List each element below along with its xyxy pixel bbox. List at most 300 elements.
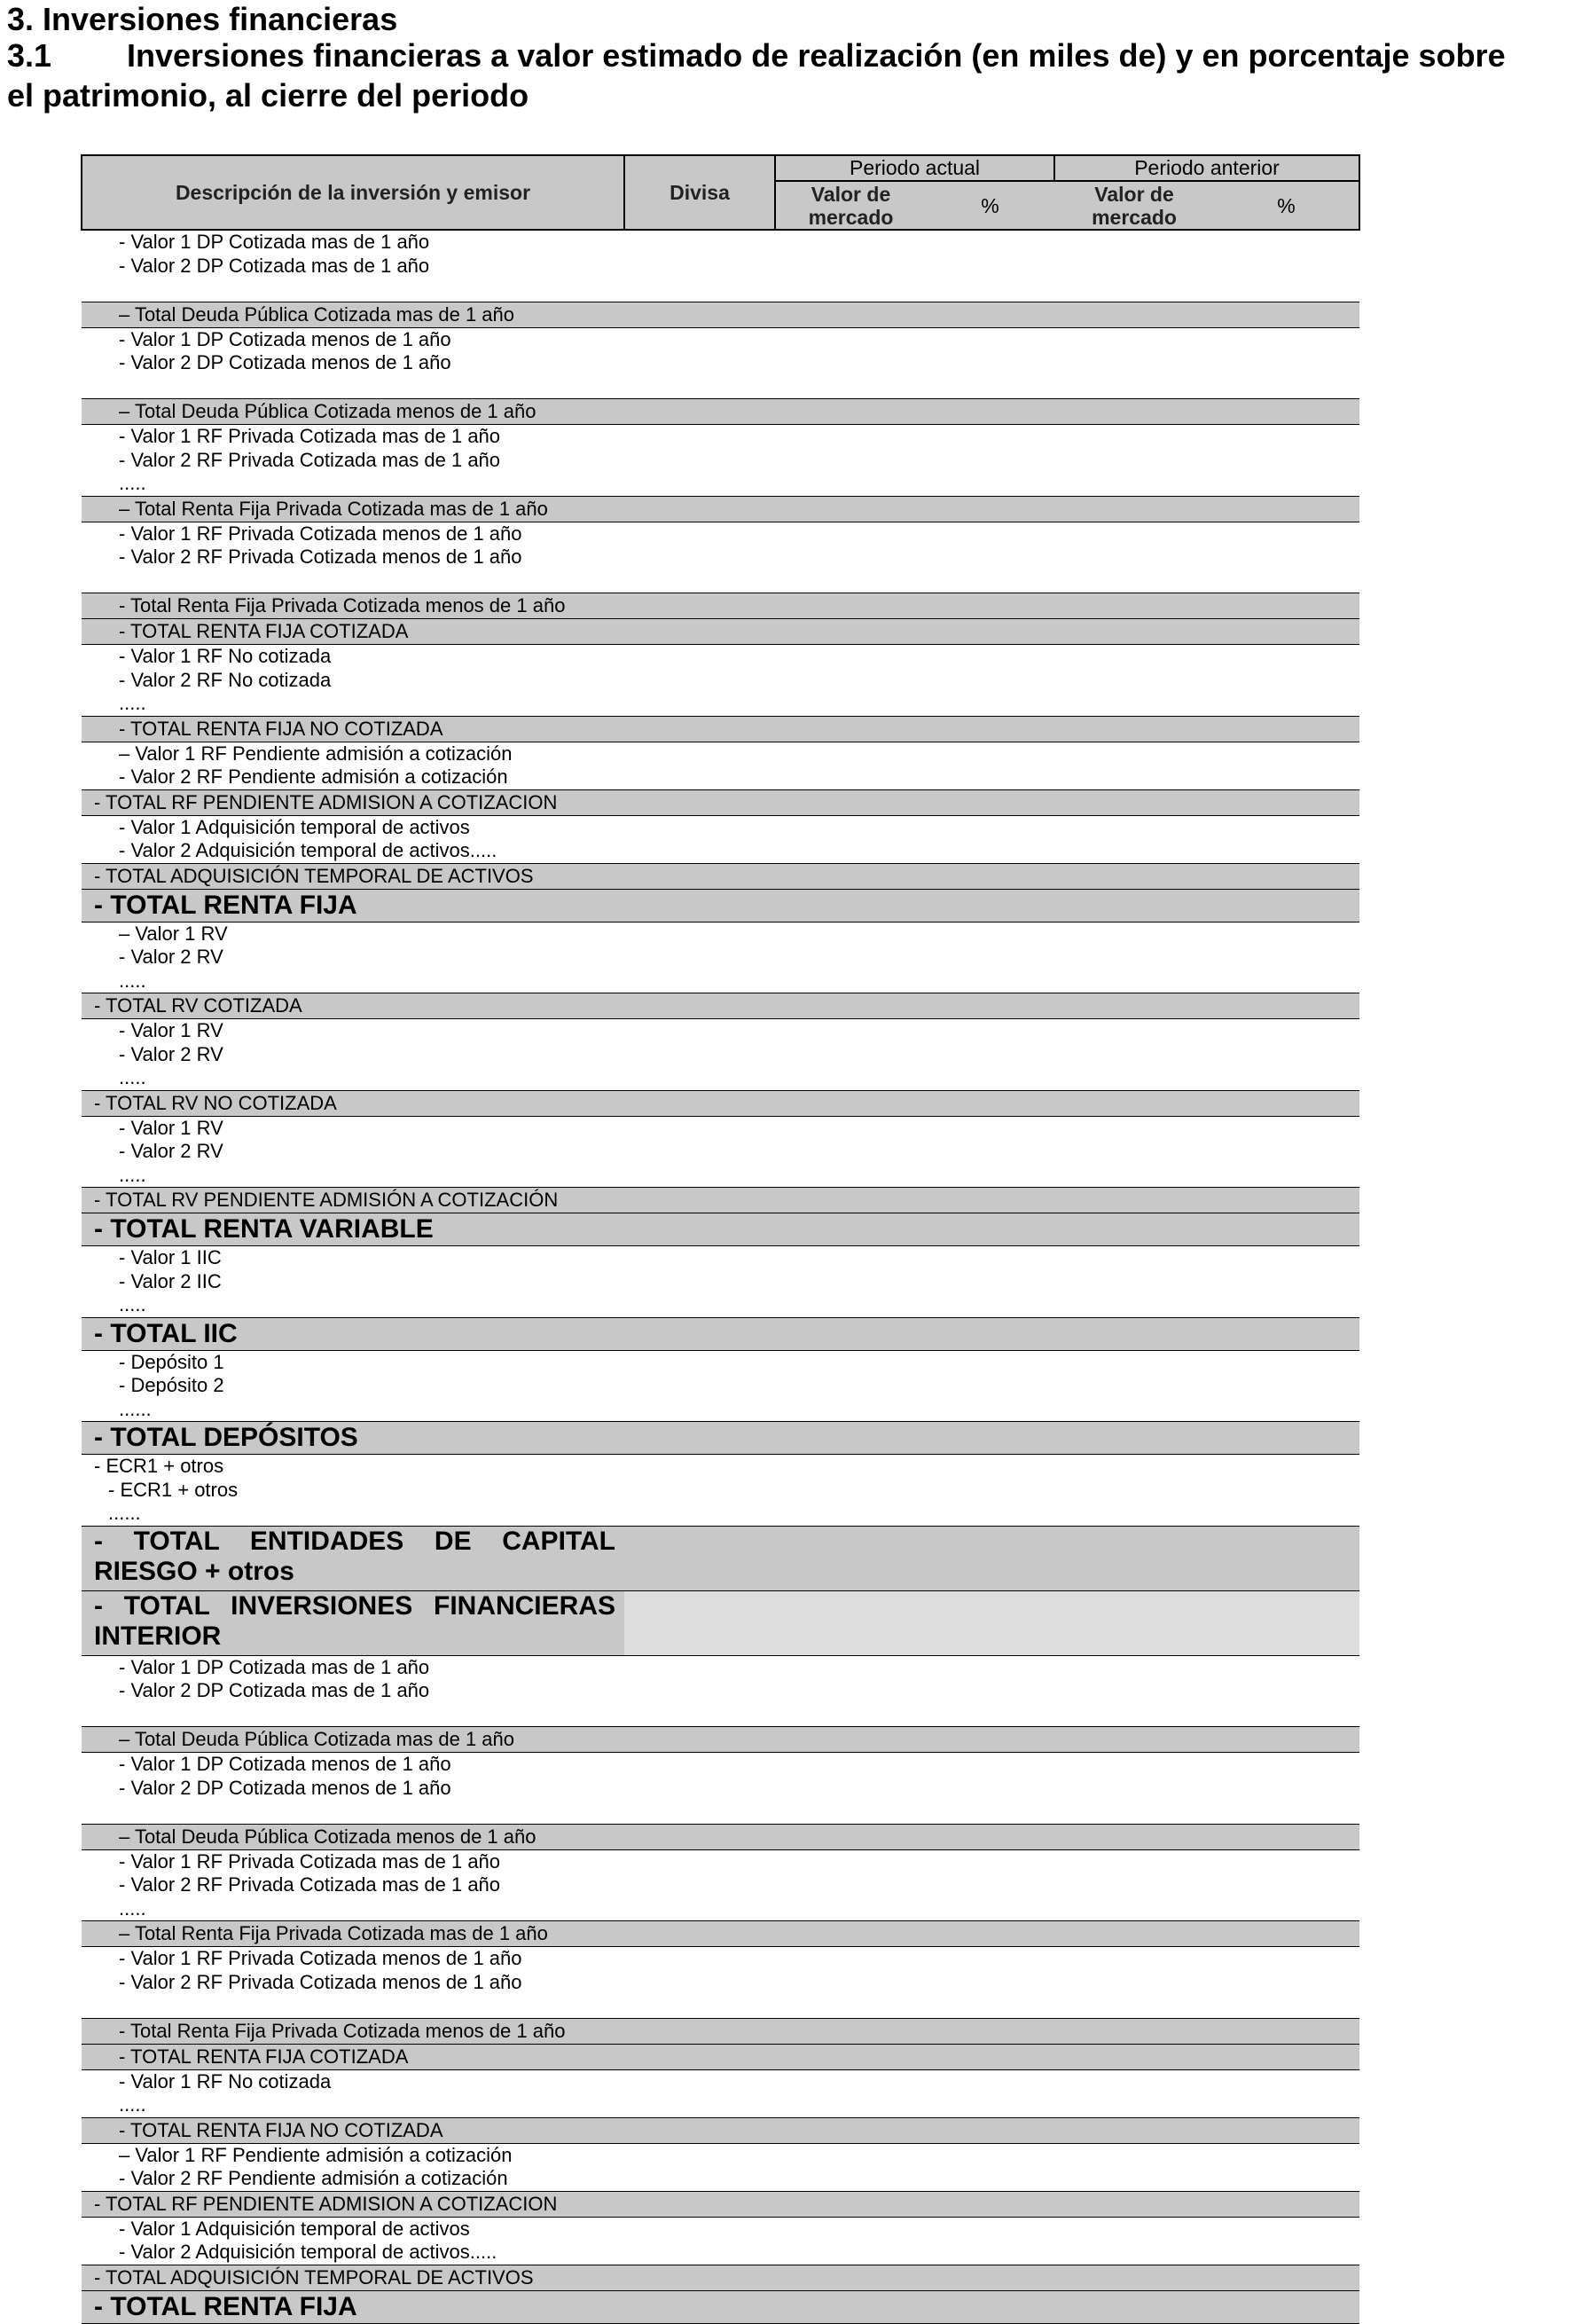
cell-percent-actual: [926, 1590, 1054, 1655]
table-row-group: [82, 815, 1359, 863]
cell-valor-anterior: [1054, 1213, 1214, 1246]
cell-percent-actual: [926, 1727, 1054, 1753]
cell-valor-anterior: [1054, 1753, 1214, 1825]
cell-valor-anterior: [1054, 645, 1214, 717]
cell-percent-anterior: [1214, 1590, 1359, 1655]
table-row-total: [82, 1921, 1359, 1947]
total-label: - TOTAL IIC: [82, 1317, 624, 1350]
cell-percent-anterior: [1214, 1849, 1359, 1921]
cell-percent-actual: [926, 327, 1054, 399]
cell-valor-anterior: [1054, 1188, 1214, 1213]
header-percent-actual: %: [926, 181, 1054, 230]
table-row-group: [82, 425, 1359, 497]
cell-percent-anterior: [1214, 993, 1359, 1019]
total-label: – Total Deuda Pública Cotizada mas de 1 año: [82, 302, 624, 327]
row-description: [82, 1350, 624, 1422]
cell-valor-actual: [775, 742, 926, 789]
row-description: [82, 1655, 624, 1727]
row-description: [82, 1246, 624, 1318]
row-line: .....: [119, 1293, 146, 1315]
cell-percent-anterior: [1214, 2191, 1359, 2217]
cell-divisa: [624, 1655, 775, 1727]
cell-divisa: [624, 1246, 775, 1318]
row-line: - Valor 1 Adquisición temporal de activos: [119, 815, 470, 838]
cell-valor-actual: [775, 593, 926, 619]
table-row-total: [82, 1526, 1359, 1590]
cell-percent-anterior: [1214, 522, 1359, 593]
cell-percent-actual: [926, 993, 1054, 1019]
cell-percent-anterior: [1214, 716, 1359, 742]
cell-valor-anterior: [1054, 1350, 1214, 1422]
cell-divisa: [624, 2069, 775, 2117]
cell-percent-actual: [926, 1947, 1054, 2019]
cell-valor-anterior: [1054, 496, 1214, 522]
row-description: [82, 742, 624, 789]
cell-percent-anterior: [1214, 1350, 1359, 1422]
cell-valor-anterior: [1054, 815, 1214, 863]
cell-valor-actual: [775, 645, 926, 717]
cell-valor-actual: [775, 302, 926, 327]
table-row-group: [82, 2069, 1359, 2117]
table-row-group: [82, 230, 1359, 302]
cell-percent-actual: [926, 716, 1054, 742]
table-row-total: [82, 993, 1359, 1019]
subsection-title: Inversiones financieras a valor estimado de realización (en miles de) y en porcentaje sobre: [127, 37, 1506, 74]
cell-valor-anterior: [1054, 1947, 1214, 2019]
total-label: – Total Deuda Pública Cotizada mas de 1 año: [82, 1727, 624, 1753]
cell-divisa: [624, 1947, 775, 2019]
cell-valor-actual: [775, 1849, 926, 1921]
cell-valor-actual: [775, 496, 926, 522]
table-row-total: [82, 593, 1359, 619]
row-line: - Valor 1 RF Privada Cotizada mas de 1 año: [119, 1849, 501, 1873]
cell-percent-anterior: [1214, 645, 1359, 717]
cell-valor-actual: [775, 889, 926, 922]
total-label: - TOTAL RF PENDIENTE ADMISION A COTIZACION: [82, 2191, 624, 2217]
row-line: - Valor 1 RV: [119, 1019, 223, 1041]
row-line: .....: [119, 692, 146, 714]
cell-percent-actual: [926, 1849, 1054, 1921]
cell-valor-anterior: [1054, 399, 1214, 425]
cell-valor-anterior: [1054, 993, 1214, 1019]
cell-percent-anterior: [1214, 1116, 1359, 1188]
cell-percent-actual: [926, 2117, 1054, 2143]
cell-valor-anterior: [1054, 302, 1214, 327]
table-row-group: [82, 742, 1359, 789]
cell-percent-anterior: [1214, 742, 1359, 789]
cell-percent-anterior: [1214, 425, 1359, 497]
cell-valor-anterior: [1054, 2217, 1214, 2265]
cell-valor-actual: [775, 1350, 926, 1422]
row-line: - Valor 2 RF Pendiente admisión a cotización: [119, 2167, 508, 2189]
cell-divisa: [624, 789, 775, 815]
investments-table: [81, 154, 1360, 2324]
cell-divisa: [624, 1422, 775, 1455]
cell-percent-actual: [926, 2018, 1054, 2044]
table-row-total: [82, 1727, 1359, 1753]
cell-valor-anterior: [1054, 1921, 1214, 1947]
table-row-group: [82, 2143, 1359, 2191]
cell-divisa: [624, 2191, 775, 2217]
cell-valor-actual: [775, 327, 926, 399]
cell-valor-anterior: [1054, 1246, 1214, 1318]
header-valor-mercado-actual: Valor de mercado: [775, 181, 926, 230]
cell-valor-anterior: [1054, 2143, 1214, 2191]
row-line: - Valor 2 DP Cotizada menos de 1 año: [119, 351, 451, 373]
row-line: [119, 278, 624, 302]
cell-percent-anterior: [1214, 230, 1359, 302]
cell-valor-actual: [775, 1455, 926, 1527]
cell-valor-actual: [775, 522, 926, 593]
total-label: - TOTAL RENTA VARIABLE: [82, 1213, 624, 1246]
cell-percent-anterior: [1214, 1090, 1359, 1116]
table-row-group: [82, 1350, 1359, 1422]
cell-divisa: [624, 815, 775, 863]
header-periodo-actual: Periodo actual: [775, 155, 1054, 181]
cell-percent-anterior: [1214, 2265, 1359, 2290]
cell-divisa: [624, 2044, 775, 2069]
cell-valor-actual: [775, 789, 926, 815]
cell-percent-anterior: [1214, 1213, 1359, 1246]
cell-valor-actual: [775, 2143, 926, 2191]
cell-divisa: [624, 863, 775, 889]
cell-percent-actual: [926, 789, 1054, 815]
cell-percent-actual: [926, 1188, 1054, 1213]
header-divisa: Divisa: [624, 155, 775, 230]
row-line: - Valor 1 IIC: [119, 1246, 222, 1268]
cell-percent-actual: [926, 2044, 1054, 2069]
cell-percent-actual: [926, 863, 1054, 889]
cell-percent-anterior: [1214, 496, 1359, 522]
table-row-total: [82, 789, 1359, 815]
table-row-group: [82, 327, 1359, 399]
cell-valor-anterior: [1054, 2191, 1214, 2217]
cell-percent-actual: [926, 619, 1054, 645]
total-label: - TOTAL INVERSIONES FINANCIERAS INTERIOR: [82, 1590, 624, 1655]
cell-percent-anterior: [1214, 2217, 1359, 2265]
row-description: [82, 230, 624, 302]
row-description: [82, 815, 624, 863]
cell-valor-anterior: [1054, 922, 1214, 993]
row-line: - Valor 1 Adquisición temporal de activos: [119, 2217, 470, 2240]
table-row-total: [82, 2018, 1359, 2044]
cell-percent-actual: [926, 889, 1054, 922]
table-row-group: [82, 522, 1359, 593]
row-line: .....: [119, 2093, 146, 2116]
row-line: [119, 1800, 624, 1824]
cell-divisa: [624, 2117, 775, 2143]
subsection-title-continuation: el patrimonio, al cierre del periodo: [7, 77, 529, 114]
cell-divisa: [624, 922, 775, 993]
cell-percent-anterior: [1214, 889, 1359, 922]
row-description: [82, 327, 624, 399]
header-valor-mercado-anterior: Valor de mercado: [1054, 181, 1214, 230]
row-line: - Depósito 1: [119, 1350, 224, 1373]
cell-divisa: [624, 2265, 775, 2290]
cell-valor-actual: [775, 815, 926, 863]
row-line: - Valor 1 RF No cotizada: [119, 2069, 332, 2092]
table-row-total: [82, 2265, 1359, 2290]
row-line: - ECR1 + otros: [108, 1478, 239, 1501]
row-line: - Valor 2 IIC: [119, 1269, 222, 1292]
row-line: - Valor 2 RV: [119, 946, 223, 968]
cell-valor-actual: [775, 1246, 926, 1318]
table-row-total: [82, 716, 1359, 742]
row-line: ......: [108, 1502, 141, 1524]
table-header-row: [82, 155, 1359, 181]
header-percent-anterior: %: [1214, 181, 1359, 230]
cell-percent-actual: [926, 1824, 1054, 1849]
row-line: - Valor 2 RF Privada Cotizada menos de 1 año: [119, 1970, 522, 1993]
row-line: – Valor 1 RF Pendiente admisión a cotización: [119, 2143, 513, 2166]
table-row-total: [82, 1422, 1359, 1455]
cell-valor-anterior: [1054, 425, 1214, 497]
total-label: – Total Renta Fija Privada Cotizada mas de 1 año: [82, 496, 624, 522]
table-row-total: [82, 1590, 1359, 1655]
cell-valor-anterior: [1054, 1590, 1214, 1655]
cell-valor-anterior: [1054, 1824, 1214, 1849]
cell-valor-anterior: [1054, 2044, 1214, 2069]
row-description: [82, 425, 624, 497]
table-row-group: [82, 645, 1359, 717]
cell-valor-actual: [775, 1824, 926, 1849]
cell-percent-actual: [926, 922, 1054, 993]
cell-valor-actual: [775, 2044, 926, 2069]
cell-divisa: [624, 2217, 775, 2265]
cell-percent-actual: [926, 2265, 1054, 2290]
row-line: .....: [119, 1163, 146, 1186]
table-row-total: [82, 1824, 1359, 1849]
cell-divisa: [624, 425, 775, 497]
cell-divisa: [624, 2143, 775, 2191]
section-heading: 3. Inversiones financieras: [7, 1, 398, 37]
cell-divisa: [624, 302, 775, 327]
cell-valor-actual: [775, 863, 926, 889]
row-line: - ECR1 + otros: [94, 1455, 224, 1477]
cell-percent-actual: [926, 2191, 1054, 2217]
cell-percent-anterior: [1214, 1246, 1359, 1318]
table-row-total: [82, 1317, 1359, 1350]
row-line: - Valor 1 DP Cotizada mas de 1 año: [119, 1655, 430, 1678]
cell-valor-anterior: [1054, 863, 1214, 889]
total-label: - TOTAL RENTA FIJA: [82, 2290, 624, 2323]
row-line: - Valor 2 RV: [119, 1140, 223, 1162]
cell-valor-anterior: [1054, 1116, 1214, 1188]
cell-percent-anterior: [1214, 1655, 1359, 1727]
row-line: - Valor 2 DP Cotizada menos de 1 año: [119, 1776, 451, 1799]
cell-percent-actual: [926, 645, 1054, 717]
cell-valor-anterior: [1054, 789, 1214, 815]
cell-percent-actual: [926, 815, 1054, 863]
cell-percent-anterior: [1214, 1947, 1359, 2019]
row-line: - Valor 2 Adquisición temporal de activos.....: [119, 839, 497, 861]
cell-percent-anterior: [1214, 399, 1359, 425]
total-label: - TOTAL RV PENDIENTE ADMISIÓN A COTIZACIÓN: [82, 1188, 624, 1213]
cell-valor-actual: [775, 1727, 926, 1753]
cell-percent-actual: [926, 1246, 1054, 1318]
cell-divisa: [624, 1526, 775, 1590]
cell-divisa: [624, 1090, 775, 1116]
cell-divisa: [624, 1455, 775, 1527]
total-label: - Total Renta Fija Privada Cotizada menos de 1 año: [82, 593, 624, 619]
cell-valor-actual: [775, 1116, 926, 1188]
table-row-total: [82, 889, 1359, 922]
subsection-number: 3.1: [7, 37, 52, 74]
row-line: - Valor 1 RF Privada Cotizada menos de 1 año: [119, 1947, 522, 1969]
cell-valor-actual: [775, 716, 926, 742]
row-line: - Valor 2 DP Cotizada mas de 1 año: [119, 254, 430, 277]
row-line: - Valor 1 RF Privada Cotizada menos de 1 año: [119, 522, 522, 545]
row-line: - Valor 2 RF Privada Cotizada menos de 1 año: [119, 546, 522, 568]
total-label: - TOTAL ADQUISICIÓN TEMPORAL DE ACTIVOS: [82, 2265, 624, 2290]
row-line: - Valor 2 RV: [119, 1042, 223, 1065]
table-row-total: [82, 1188, 1359, 1213]
cell-valor-actual: [775, 1526, 926, 1590]
cell-valor-anterior: [1054, 1455, 1214, 1527]
row-line: – Valor 1 RF Pendiente admisión a cotización: [119, 742, 513, 765]
subsection-heading: [7, 36, 1506, 75]
row-line: .....: [119, 1066, 146, 1088]
cell-divisa: [624, 619, 775, 645]
total-label: - TOTAL RENTA FIJA: [82, 889, 624, 922]
cell-divisa: [624, 645, 775, 717]
table-row-total: [82, 1213, 1359, 1246]
cell-percent-actual: [926, 230, 1054, 302]
cell-percent-actual: [926, 1090, 1054, 1116]
table-row-total: [82, 2117, 1359, 2143]
cell-valor-anterior: [1054, 1019, 1214, 1091]
cell-percent-anterior: [1214, 2069, 1359, 2117]
cell-divisa: [624, 1317, 775, 1350]
cell-divisa: [624, 1350, 775, 1422]
cell-divisa: [624, 1590, 775, 1655]
cell-valor-anterior: [1054, 1849, 1214, 1921]
row-description: [82, 2143, 624, 2191]
cell-percent-actual: [926, 425, 1054, 497]
table-row-total: [82, 863, 1359, 889]
cell-percent-actual: [926, 1116, 1054, 1188]
cell-valor-anterior: [1054, 1090, 1214, 1116]
cell-valor-actual: [775, 1590, 926, 1655]
cell-percent-anterior: [1214, 922, 1359, 993]
cell-percent-anterior: [1214, 2044, 1359, 2069]
table-row-group: [82, 1116, 1359, 1188]
cell-divisa: [624, 1116, 775, 1188]
row-line: - Valor 2 RF No cotizada: [119, 668, 332, 691]
cell-valor-actual: [775, 1921, 926, 1947]
cell-percent-actual: [926, 742, 1054, 789]
cell-valor-anterior: [1054, 716, 1214, 742]
cell-valor-actual: [775, 1655, 926, 1727]
cell-divisa: [624, 1849, 775, 1921]
cell-valor-actual: [775, 993, 926, 1019]
row-line: - Valor 1 RV: [119, 1116, 223, 1139]
row-description: [82, 1753, 624, 1825]
cell-percent-anterior: [1214, 1422, 1359, 1455]
cell-divisa: [624, 399, 775, 425]
table-row-group: [82, 1246, 1359, 1318]
table-row-total: [82, 496, 1359, 522]
total-label: - TOTAL RV NO COTIZADA: [82, 1090, 624, 1116]
cell-percent-anterior: [1214, 593, 1359, 619]
row-description: [82, 1947, 624, 2019]
row-line: - Valor 2 RF Pendiente admisión a cotización: [119, 766, 508, 788]
cell-percent-anterior: [1214, 2143, 1359, 2191]
row-line: .....: [119, 1896, 146, 1920]
table-row-group: [82, 1753, 1359, 1825]
cell-percent-actual: [926, 522, 1054, 593]
cell-divisa: [624, 2018, 775, 2044]
cell-percent-anterior: [1214, 1727, 1359, 1753]
cell-valor-actual: [775, 1090, 926, 1116]
total-label: – Total Deuda Pública Cotizada menos de 1 año: [82, 399, 624, 425]
row-line: [119, 1994, 624, 2018]
cell-valor-actual: [775, 619, 926, 645]
cell-percent-anterior: [1214, 2117, 1359, 2143]
cell-divisa: [624, 716, 775, 742]
row-line: - Depósito 2: [119, 1374, 224, 1396]
row-description: [82, 922, 624, 993]
cell-percent-actual: [926, 1350, 1054, 1422]
table-row-total: [82, 619, 1359, 645]
cell-percent-anterior: [1214, 619, 1359, 645]
cell-valor-actual: [775, 1947, 926, 2019]
cell-percent-anterior: [1214, 1824, 1359, 1849]
cell-divisa: [624, 889, 775, 922]
table-row-group: [82, 1947, 1359, 2019]
cell-valor-actual: [775, 230, 926, 302]
table-row-group: [82, 1849, 1359, 1921]
total-label: – Total Renta Fija Privada Cotizada mas de 1 año: [82, 1921, 624, 1947]
cell-valor-actual: [775, 1019, 926, 1091]
cell-divisa: [624, 1727, 775, 1753]
cell-valor-actual: [775, 1422, 926, 1455]
cell-valor-anterior: [1054, 889, 1214, 922]
cell-divisa: [624, 230, 775, 302]
row-description: [82, 522, 624, 593]
cell-percent-anterior: [1214, 1317, 1359, 1350]
cell-divisa: [624, 1213, 775, 1246]
cell-percent-actual: [926, 2143, 1054, 2191]
cell-valor-actual: [775, 2217, 926, 2265]
table-row-group: [82, 1655, 1359, 1727]
cell-percent-actual: [926, 2069, 1054, 2117]
row-description: [82, 645, 624, 717]
total-label: - TOTAL RV COTIZADA: [82, 993, 624, 1019]
cell-percent-anterior: [1214, 1019, 1359, 1091]
cell-divisa: [624, 593, 775, 619]
table-row-total: [82, 1090, 1359, 1116]
cell-percent-anterior: [1214, 789, 1359, 815]
total-label: - TOTAL RF PENDIENTE ADMISION A COTIZACION: [82, 789, 624, 815]
total-label: - TOTAL DEPÓSITOS: [82, 1422, 624, 1455]
row-line: [119, 1703, 624, 1727]
total-label: - TOTAL RENTA FIJA COTIZADA: [82, 2044, 624, 2069]
cell-valor-actual: [775, 425, 926, 497]
row-line: - Valor 1 DP Cotizada menos de 1 año: [119, 1753, 451, 1775]
row-line: - Valor 2 Adquisición temporal de activos.....: [119, 2241, 497, 2263]
cell-percent-anterior: [1214, 815, 1359, 863]
cell-divisa: [624, 1921, 775, 1947]
row-line: - Valor 2 DP Cotizada mas de 1 año: [119, 1679, 430, 1701]
table-row-group: [82, 1455, 1359, 1527]
total-label: - TOTAL RENTA FIJA NO COTIZADA: [82, 716, 624, 742]
cell-valor-anterior: [1054, 327, 1214, 399]
cell-percent-anterior: [1214, 302, 1359, 327]
cell-percent-anterior: [1214, 2018, 1359, 2044]
table-row-group: [82, 922, 1359, 993]
cell-percent-actual: [926, 399, 1054, 425]
